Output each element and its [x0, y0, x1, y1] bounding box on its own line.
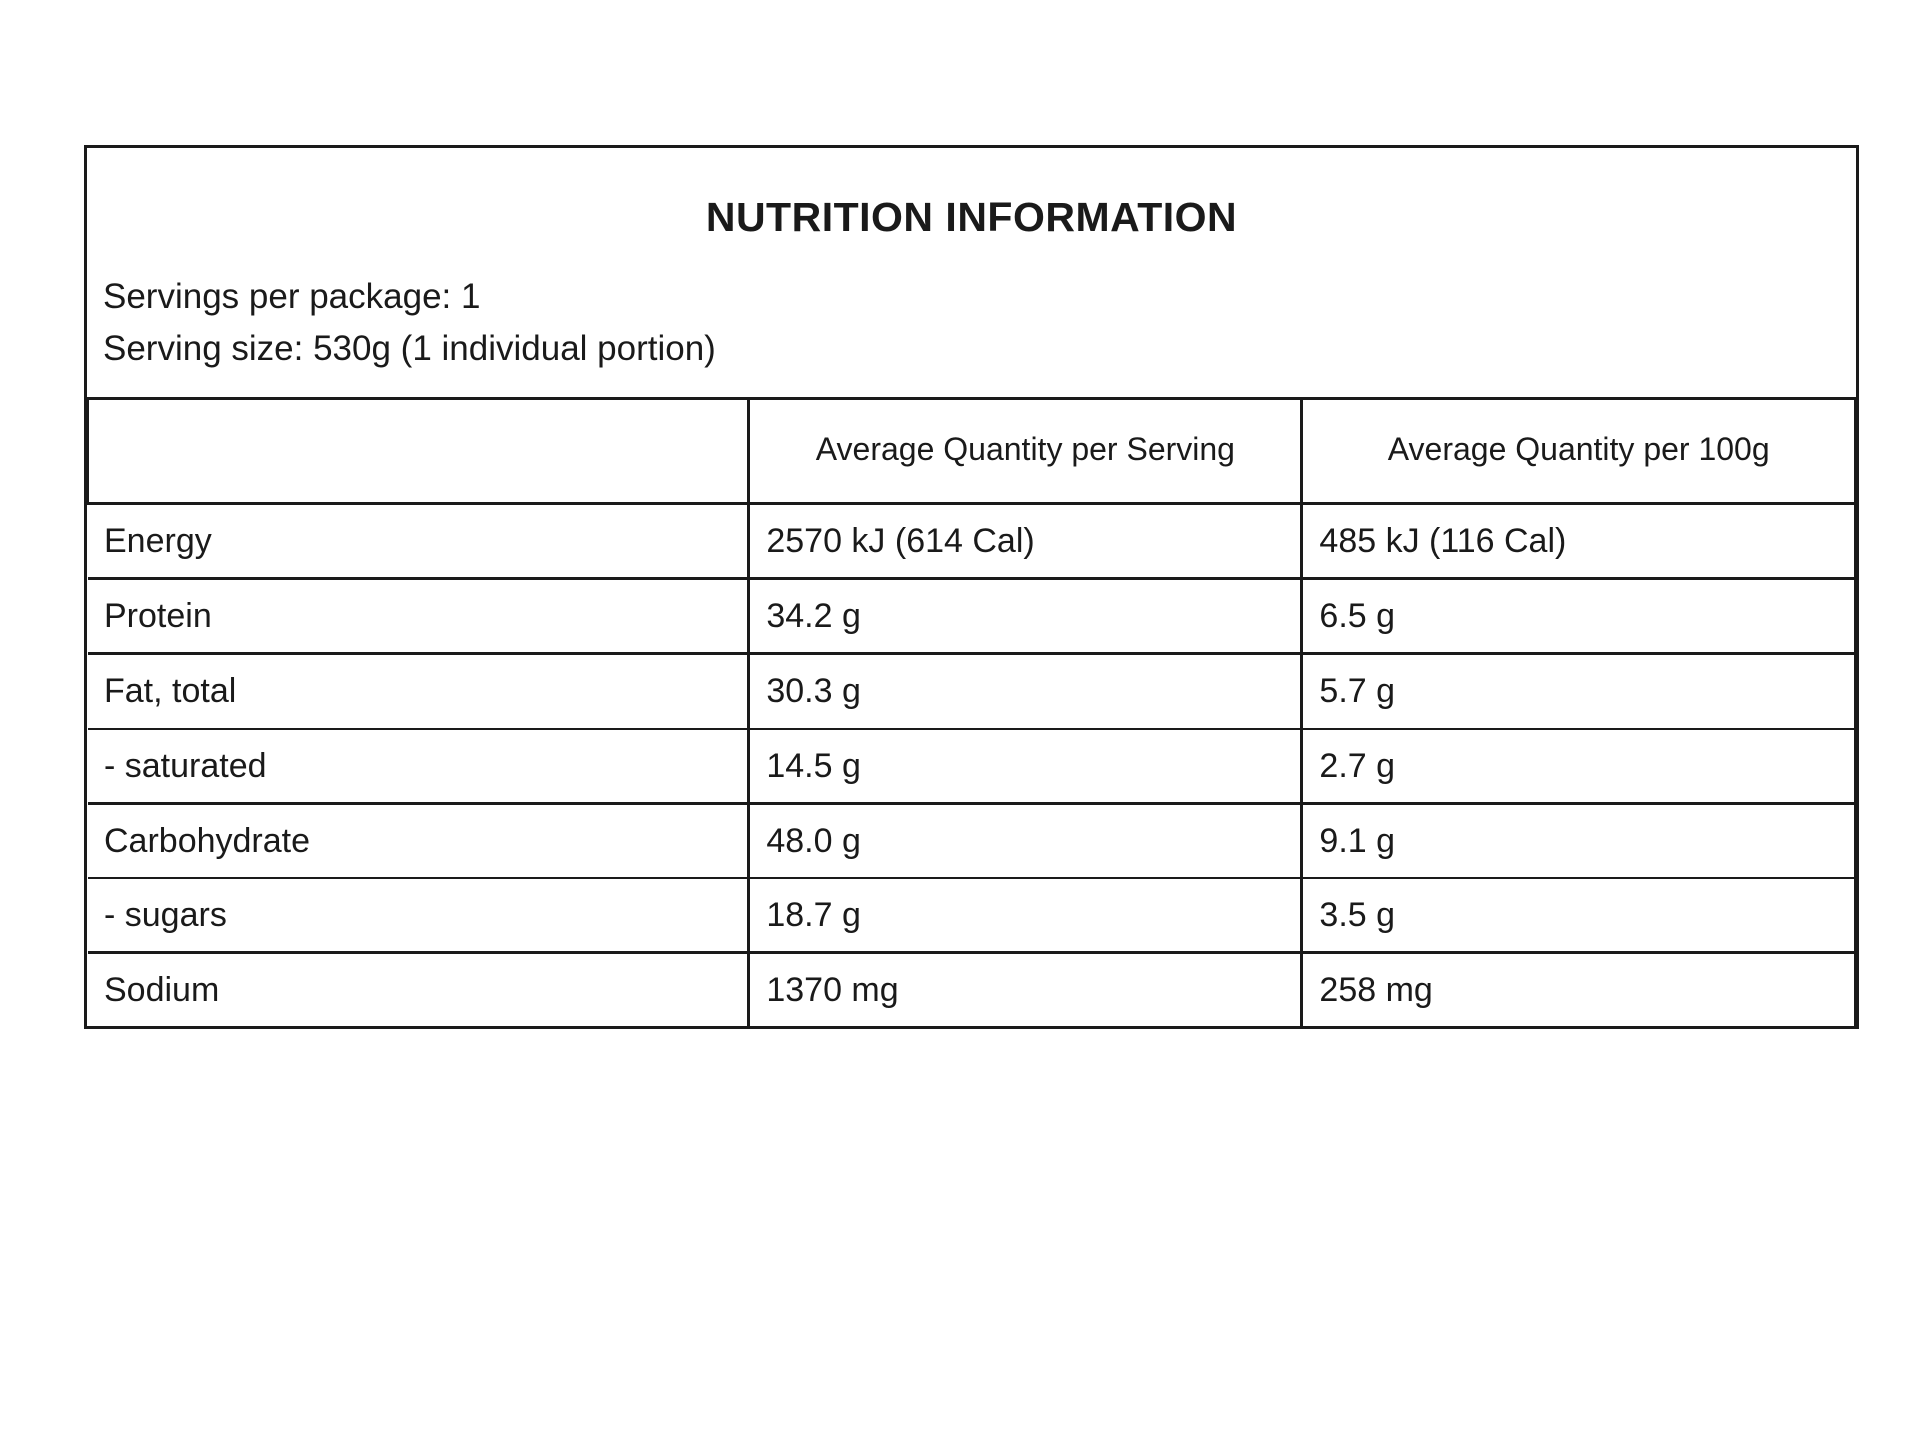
- nutrient-label-fat-total: Fat, total: [88, 654, 749, 729]
- table-body: [88, 503, 1855, 1026]
- nutrient-label-sodium: Sodium: [88, 953, 749, 1027]
- nutrient-label-saturated: - saturated: [88, 729, 749, 804]
- page-title: NUTRITION INFORMATION: [705, 194, 1238, 240]
- servings-block: [87, 265, 1856, 397]
- servings-per-package-text: Servings per package: 1: [103, 277, 481, 316]
- serving-size-text: Serving size: 530g (1 individual portion): [103, 328, 716, 368]
- table-row: [88, 503, 1855, 578]
- nutrient-per100g-sugars: 3.5 g: [1302, 878, 1855, 953]
- nutrition-table: [87, 397, 1856, 1027]
- nutrient-label-protein: Protein: [88, 579, 749, 654]
- nutrient-per100g-sodium: 258 mg: [1302, 953, 1855, 1027]
- nutrient-serving-energy: 2570 kJ (614 Cal): [749, 503, 1302, 578]
- nutrition-information-panel: [84, 145, 1859, 1029]
- table-row: [88, 729, 1855, 804]
- table-row: [88, 878, 1855, 953]
- column-header-per-serving: Average Quantity per Serving: [749, 398, 1302, 503]
- table-row: [88, 654, 1855, 729]
- nutrient-serving-fat-total: 30.3 g: [749, 654, 1302, 729]
- nutrient-label-energy: Energy: [88, 503, 749, 578]
- nutrient-serving-sodium: 1370 mg: [749, 953, 1302, 1027]
- column-header-blank: [88, 398, 749, 503]
- table-header: [88, 398, 1855, 503]
- nutrient-serving-sugars: 18.7 g: [749, 878, 1302, 953]
- table-row: [88, 803, 1855, 878]
- table-row: [88, 579, 1855, 654]
- table-header-row: [88, 398, 1855, 503]
- nutrient-label-carbohydrate: Carbohydrate: [88, 803, 749, 878]
- nutrient-per100g-carbohydrate: 9.1 g: [1302, 803, 1855, 878]
- nutrient-label-sugars: - sugars: [88, 878, 749, 953]
- nutrient-serving-saturated: 14.5 g: [749, 729, 1302, 804]
- nutrient-per100g-protein: 6.5 g: [1302, 579, 1855, 654]
- table-row: [88, 953, 1855, 1027]
- column-header-per-100g: Average Quantity per 100g: [1302, 398, 1855, 503]
- nutrient-per100g-saturated: 2.7 g: [1302, 729, 1855, 804]
- nutrient-serving-carbohydrate: 48.0 g: [749, 803, 1302, 878]
- nutrient-per100g-energy: 485 kJ (116 Cal): [1302, 503, 1855, 578]
- nutrient-serving-protein: 34.2 g: [749, 579, 1302, 654]
- nutrient-per100g-fat-total: 5.7 g: [1302, 654, 1855, 729]
